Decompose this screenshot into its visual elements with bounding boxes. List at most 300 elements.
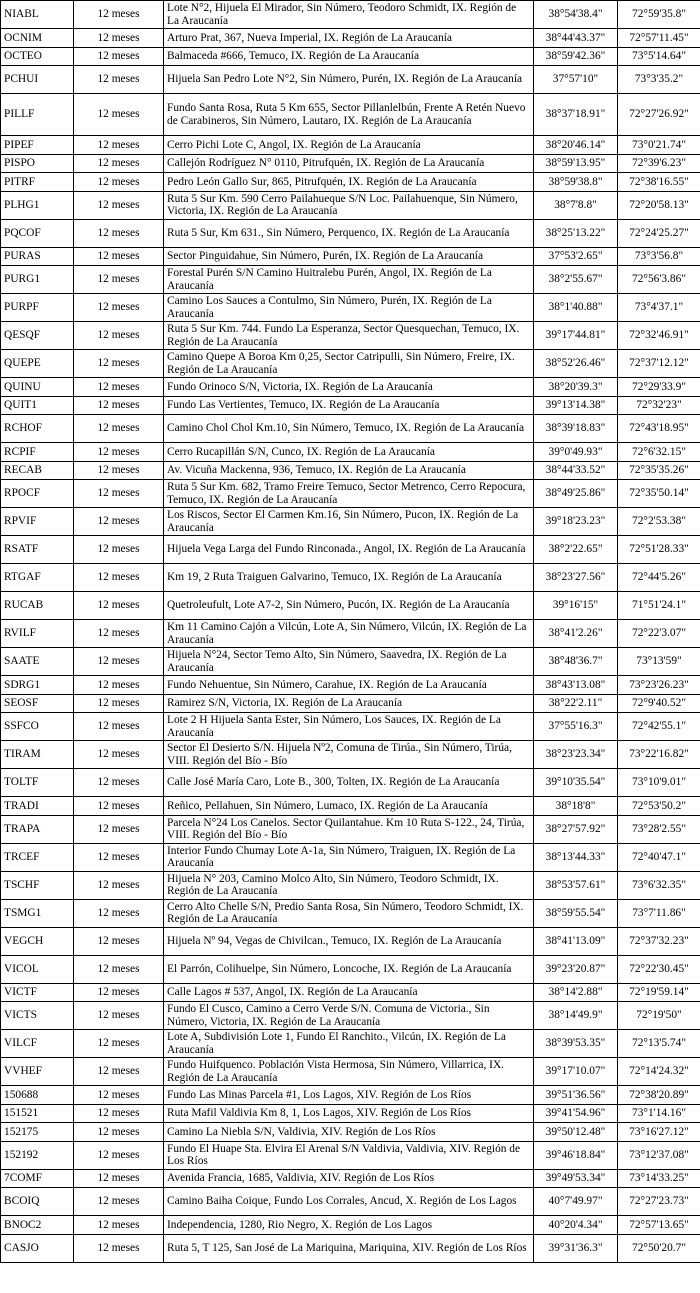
station-code: BNOC2 — [1, 1216, 74, 1235]
station-longitude: 73°7'11.86" — [618, 899, 700, 927]
table-row — [1, 461, 700, 480]
station-code: SDRG1 — [1, 676, 74, 695]
station-code: 152175 — [1, 1123, 74, 1142]
table-row — [1, 983, 700, 1002]
table-row — [1, 1234, 700, 1262]
station-longitude: 73°3'56.8" — [618, 247, 700, 266]
station-location: Calle Lagos # 537, Angol, IX. Región de La Araucanía — [164, 983, 534, 1002]
station-period: 12 meses — [74, 815, 164, 843]
station-latitude: 39°0'49.93" — [534, 443, 618, 462]
station-latitude: 39°31'36.3" — [534, 1234, 618, 1262]
station-longitude: 73°6'32.35" — [618, 871, 700, 899]
station-longitude: 72°22'30.45" — [618, 955, 700, 983]
station-location: Hijuela N° 203, Camino Molco Alto, Sin Número, Teodoro Schmidt, IX. Región de La Araucanía — [164, 871, 534, 899]
station-latitude: 38°2'22.65" — [534, 536, 618, 564]
station-code: TRCEF — [1, 843, 74, 871]
station-code: SSFCO — [1, 713, 74, 741]
station-period: 12 meses — [74, 508, 164, 536]
station-code: QUEPE — [1, 350, 74, 378]
station-code: RPOCF — [1, 480, 74, 508]
station-longitude: 73°5'14.64" — [618, 47, 700, 66]
table-row — [1, 1058, 700, 1086]
station-period: 12 meses — [74, 1030, 164, 1058]
station-longitude: 72°35'50.14" — [618, 480, 700, 508]
station-latitude: 38°44'33.52" — [534, 461, 618, 480]
station-period: 12 meses — [74, 247, 164, 266]
station-longitude: 73°3'35.2" — [618, 66, 700, 94]
table-row — [1, 871, 700, 899]
station-longitude: 73°22'16.82" — [618, 741, 700, 769]
table-row — [1, 769, 700, 797]
station-period: 12 meses — [74, 415, 164, 443]
station-latitude: 38°20'39.3" — [534, 378, 618, 397]
table-row — [1, 1002, 700, 1030]
station-longitude: 73°13'59" — [618, 648, 700, 676]
table-row — [1, 592, 700, 620]
station-period: 12 meses — [74, 1141, 164, 1169]
station-latitude: 38°7'8.8" — [534, 191, 618, 219]
station-latitude: 38°22'2.11" — [534, 694, 618, 713]
station-period: 12 meses — [74, 1, 164, 29]
station-longitude: 72°38'20.89" — [618, 1086, 700, 1105]
station-period: 12 meses — [74, 1216, 164, 1235]
station-period: 12 meses — [74, 66, 164, 94]
station-longitude: 73°28'2.55" — [618, 815, 700, 843]
station-latitude: 38°54'38.4" — [534, 1, 618, 29]
station-longitude: 72°43'18.95" — [618, 415, 700, 443]
station-longitude: 73°10'9.01" — [618, 769, 700, 797]
station-code: QUINU — [1, 378, 74, 397]
station-latitude: 40°20'4.34" — [534, 1216, 618, 1235]
station-latitude: 38°13'44.33" — [534, 843, 618, 871]
station-longitude: 73°23'26.23" — [618, 676, 700, 695]
station-code: QUIT1 — [1, 396, 74, 415]
station-latitude: 39°17'10.07" — [534, 1058, 618, 1086]
table-row — [1, 536, 700, 564]
station-latitude: 39°46'18.84" — [534, 1141, 618, 1169]
station-location: Camino Los Sauces a Contulmo, Sin Número, Purén, IX. Región de La Araucanía — [164, 294, 534, 322]
station-location: Arturo Prat, 367, Nueva Imperial, IX. Región de La Araucanía — [164, 29, 534, 48]
table-row — [1, 322, 700, 350]
station-longitude: 72°14'24.32" — [618, 1058, 700, 1086]
station-code: PISPO — [1, 154, 74, 173]
table-row — [1, 29, 700, 48]
station-location: Lote 2 H Hijuela Santa Ester, Sin Número, Los Sauces, IX. Región de La Araucanía — [164, 713, 534, 741]
station-period: 12 meses — [74, 843, 164, 871]
station-location: Lote N°2, Hijuela El Mirador, Sin Número, Teodoro Schmidt, IX. Región de La Araucanía — [164, 1, 534, 29]
table-row — [1, 843, 700, 871]
station-latitude: 39°23'20.87" — [534, 955, 618, 983]
station-period: 12 meses — [74, 1002, 164, 1030]
station-period: 12 meses — [74, 676, 164, 695]
station-location: Ruta 5 Sur, Km 631., Sin Número, Perquenco, IX. Región de La Araucanía — [164, 219, 534, 247]
table-row — [1, 480, 700, 508]
station-latitude: 39°18'23.23" — [534, 508, 618, 536]
station-longitude: 72°37'12.12" — [618, 350, 700, 378]
station-latitude: 38°23'23.34" — [534, 741, 618, 769]
station-period: 12 meses — [74, 955, 164, 983]
table-row — [1, 1188, 700, 1216]
station-code: RCPIF — [1, 443, 74, 462]
station-location: Los Riscos, Sector El Carmen Km.16, Sin Número, Pucon, IX. Región de La Araucanía — [164, 508, 534, 536]
station-location: Quetroleufult, Lote A7-2, Sin Número, Pucón, IX. Región de La Araucanía — [164, 592, 534, 620]
station-code: 150688 — [1, 1086, 74, 1105]
station-latitude: 39°10'35.54" — [534, 769, 618, 797]
station-latitude: 38°14'49.9" — [534, 1002, 618, 1030]
station-longitude: 72°39'6.23" — [618, 154, 700, 173]
station-period: 12 meses — [74, 266, 164, 294]
station-period: 12 meses — [74, 536, 164, 564]
station-location: Interior Fundo Chumay Lote A-1a, Sin Número, Traiguen, IX. Región de La Araucanía — [164, 843, 534, 871]
station-period: 12 meses — [74, 1234, 164, 1262]
table-row — [1, 1104, 700, 1123]
station-location: Reñico, Pellahuen, Sin Número, Lumaco, IX. Región de La Araucanía — [164, 797, 534, 816]
station-location: Camino Quepe A Boroa Km 0,25, Sector Catripulli, Sin Número, Freire, IX. Región de La Araucanía — [164, 350, 534, 378]
station-latitude: 39°13'14.38" — [534, 396, 618, 415]
station-longitude: 72°57'11.45" — [618, 29, 700, 48]
station-longitude: 72°22'3.07" — [618, 620, 700, 648]
station-location: Parcela N°24 Los Canelos. Sector Quilantahue. Km 10 Ruta S-122., 24, Tirúa, VIII. Región del Bío - Bío — [164, 815, 534, 843]
station-location: Lote A, Subdivisión Lote 1, Fundo El Ranchito., Vilcún, IX. Región de La Araucanía — [164, 1030, 534, 1058]
station-code: RSATF — [1, 536, 74, 564]
station-location: Cerro Rucapillán S/N, Cunco, IX. Región de La Araucanía — [164, 443, 534, 462]
station-longitude: 73°12'37.08" — [618, 1141, 700, 1169]
table-row — [1, 378, 700, 397]
station-location: Fundo Santa Rosa, Ruta 5 Km 655, Sector Pillanlelbún, Frente A Retén Nuevo de Carabineros, Sin Número, Lautaro, IX. Región de La Araucanía — [164, 94, 534, 136]
station-code: 152192 — [1, 1141, 74, 1169]
station-longitude: 72°19'59.14" — [618, 983, 700, 1002]
table-row — [1, 1086, 700, 1105]
station-location: Fundo Nehuentue, Sin Número, Carahue, IX. Región de La Araucanía — [164, 676, 534, 695]
station-code: PURPF — [1, 294, 74, 322]
station-longitude: 72°6'32.15" — [618, 443, 700, 462]
station-latitude: 38°43'13.08" — [534, 676, 618, 695]
station-longitude: 73°4'37.1" — [618, 294, 700, 322]
station-location: Camino Baiha Coique, Fundo Los Corrales, Ancud, X. Región de Los Lagos — [164, 1188, 534, 1216]
station-location: Callejón Rodríguez N° 0110, Pitrufquén, IX. Región de La Araucanía — [164, 154, 534, 173]
station-longitude: 72°24'25.27" — [618, 219, 700, 247]
station-period: 12 meses — [74, 797, 164, 816]
table-row — [1, 1141, 700, 1169]
station-code: CASJO — [1, 1234, 74, 1262]
station-period: 12 meses — [74, 191, 164, 219]
station-period: 12 meses — [74, 983, 164, 1002]
station-latitude: 38°59'38.8" — [534, 173, 618, 192]
station-period: 12 meses — [74, 769, 164, 797]
station-location: Ruta 5, T 125, San José de La Mariquina, Mariquina, XIV. Región de Los Ríos — [164, 1234, 534, 1262]
station-location: Fundo Orinoco S/N, Victoria, IX. Región de La Araucanía — [164, 378, 534, 397]
station-location: El Parrón, Colihuelpe, Sin Número, Loncoche, IX. Región de La Araucanía — [164, 955, 534, 983]
station-latitude: 38°41'13.09" — [534, 927, 618, 955]
station-location: Ramirez S/N, Victoria, IX. Región de La Araucanía — [164, 694, 534, 713]
station-code: RECAB — [1, 461, 74, 480]
station-latitude: 39°41'54.96" — [534, 1104, 618, 1123]
station-location: Cerro Pichi Lote C, Angol, IX. Región de La Araucanía — [164, 136, 534, 155]
table-row — [1, 815, 700, 843]
table-row — [1, 136, 700, 155]
station-period: 12 meses — [74, 620, 164, 648]
station-code: VILCF — [1, 1030, 74, 1058]
station-code: PILLF — [1, 94, 74, 136]
table-row — [1, 1123, 700, 1142]
station-latitude: 39°17'44.81" — [534, 322, 618, 350]
station-period: 12 meses — [74, 173, 164, 192]
station-period: 12 meses — [74, 713, 164, 741]
station-longitude: 71°51'24.1" — [618, 592, 700, 620]
station-longitude: 72°51'28.33" — [618, 536, 700, 564]
station-location: Hijuela Nº 94, Vegas de Chivilcan., Temuco, IX. Región de La Araucanía — [164, 927, 534, 955]
station-code: TRAPA — [1, 815, 74, 843]
table-row — [1, 396, 700, 415]
station-latitude: 38°23'27.56" — [534, 564, 618, 592]
station-longitude: 73°0'21.74" — [618, 136, 700, 155]
station-code: PURG1 — [1, 266, 74, 294]
table-row — [1, 191, 700, 219]
station-code: RCHOF — [1, 415, 74, 443]
station-period: 12 meses — [74, 29, 164, 48]
station-longitude: 73°16'27.12" — [618, 1123, 700, 1142]
station-longitude: 72°37'32.23" — [618, 927, 700, 955]
table-row — [1, 294, 700, 322]
table-row — [1, 266, 700, 294]
station-location: Sector El Desierto S/N. Hijuela Nº2, Comuna de Tirúa., Sin Número, Tirúa, VIII. Región del Bío - Bío — [164, 741, 534, 769]
station-latitude: 38°18'8" — [534, 797, 618, 816]
station-latitude: 38°39'18.83" — [534, 415, 618, 443]
station-latitude: 38°44'43.37" — [534, 29, 618, 48]
station-latitude: 37°53'2.65" — [534, 247, 618, 266]
station-code: PITRF — [1, 173, 74, 192]
station-longitude: 72°32'46.91" — [618, 322, 700, 350]
station-longitude: 72°44'5.26" — [618, 564, 700, 592]
station-latitude: 39°16'15" — [534, 592, 618, 620]
table-row — [1, 648, 700, 676]
station-code: VICTS — [1, 1002, 74, 1030]
station-location: Cerro Alto Chelle S/N, Predio Santa Rosa, Sin Número, Teodoro Schmidt, IX. Región de La Araucanía — [164, 899, 534, 927]
table-row — [1, 694, 700, 713]
station-location: Pedro León Gallo Sur, 865, Pitrufquén, IX. Región de La Araucanía — [164, 173, 534, 192]
station-code: VVHEF — [1, 1058, 74, 1086]
station-longitude: 72°20'58.13" — [618, 191, 700, 219]
station-period: 12 meses — [74, 1169, 164, 1188]
table-row — [1, 620, 700, 648]
station-longitude: 72°27'23.73" — [618, 1188, 700, 1216]
station-longitude: 72°13'5.74" — [618, 1030, 700, 1058]
station-code: TOLTF — [1, 769, 74, 797]
station-latitude: 38°41'2.26" — [534, 620, 618, 648]
station-latitude: 38°52'26.46" — [534, 350, 618, 378]
station-longitude: 72°53'50.2" — [618, 797, 700, 816]
table-row — [1, 1169, 700, 1188]
station-period: 12 meses — [74, 1123, 164, 1142]
station-code: PQCOF — [1, 219, 74, 247]
station-period: 12 meses — [74, 396, 164, 415]
station-location: Independencia, 1280, Rio Negro, X. Región de Los Lagos — [164, 1216, 534, 1235]
station-code: RPVIF — [1, 508, 74, 536]
station-latitude: 38°48'36.7" — [534, 648, 618, 676]
table-row — [1, 508, 700, 536]
station-latitude: 38°59'42.36" — [534, 47, 618, 66]
station-location: Fundo El Huape Sta. Elvira El Arenal S/N Valdivia, Valdivia, XIV. Región de Los Ríos — [164, 1141, 534, 1169]
table-row — [1, 797, 700, 816]
station-location: Fundo El Cusco, Camino a Cerro Verde S/N. Comuna de Victoria., Sin Número, Victoria, IX. Región de La Araucanía — [164, 1002, 534, 1030]
station-latitude: 38°53'57.61" — [534, 871, 618, 899]
table-row — [1, 154, 700, 173]
station-latitude: 38°37'18.91" — [534, 94, 618, 136]
station-period: 12 meses — [74, 461, 164, 480]
station-longitude: 72°56'3.86" — [618, 266, 700, 294]
station-location: Km 11 Camino Cajón a Vilcún, Lote A, Sin Número, Vilcún, IX. Región de La Araucanía — [164, 620, 534, 648]
station-latitude: 38°39'53.35" — [534, 1030, 618, 1058]
station-longitude: 72°2'53.38" — [618, 508, 700, 536]
station-code: TSCHF — [1, 871, 74, 899]
station-latitude: 39°49'53.34" — [534, 1169, 618, 1188]
station-period: 12 meses — [74, 350, 164, 378]
station-longitude: 72°35'35.26" — [618, 461, 700, 480]
station-location: Hijuela N°24, Sector Temo Alto, Sin Número, Saavedra, IX. Región de La Araucanía — [164, 648, 534, 676]
station-code: TSMG1 — [1, 899, 74, 927]
station-code: TIRAM — [1, 741, 74, 769]
table-row — [1, 173, 700, 192]
station-latitude: 37°57'10" — [534, 66, 618, 94]
table-row — [1, 443, 700, 462]
station-location: Calle José María Caro, Lote B., 300, Tolten, IX. Región de La Araucanía — [164, 769, 534, 797]
station-location: Forestal Purén S/N Camino Huitralebu Purén, Angol, IX. Región de La Araucanía — [164, 266, 534, 294]
station-latitude: 38°25'13.22" — [534, 219, 618, 247]
station-location: Hijuela Vega Larga del Fundo Rinconada., Angol, IX. Región de La Araucanía — [164, 536, 534, 564]
station-period: 12 meses — [74, 1058, 164, 1086]
station-code: PCHUI — [1, 66, 74, 94]
station-location: Av. Vicuña Mackenna, 936, Temuco, IX. Región de La Araucanía — [164, 461, 534, 480]
station-period: 12 meses — [74, 592, 164, 620]
station-code: BCOIQ — [1, 1188, 74, 1216]
station-period: 12 meses — [74, 322, 164, 350]
station-location: Fundo Huifquenco. Población Vista Hermosa, Sin Número, Villarrica, IX. Región de La Araucanía — [164, 1058, 534, 1086]
station-code: PURAS — [1, 247, 74, 266]
table-row — [1, 66, 700, 94]
station-code: PIPEF — [1, 136, 74, 155]
station-longitude: 72°29'33.9" — [618, 378, 700, 397]
station-period: 12 meses — [74, 443, 164, 462]
station-longitude: 73°14'33.25" — [618, 1169, 700, 1188]
station-code: SAATE — [1, 648, 74, 676]
station-code: OCNIM — [1, 29, 74, 48]
station-latitude: 38°59'13.95" — [534, 154, 618, 173]
station-latitude: 40°7'49.97" — [534, 1188, 618, 1216]
station-longitude: 72°32'23" — [618, 396, 700, 415]
station-code: 151521 — [1, 1104, 74, 1123]
station-location: Balmaceda #666, Temuco, IX. Región de La Araucanía — [164, 47, 534, 66]
station-code: VICOL — [1, 955, 74, 983]
station-period: 12 meses — [74, 694, 164, 713]
station-period: 12 meses — [74, 378, 164, 397]
station-code: TRADI — [1, 797, 74, 816]
station-code: RUCAB — [1, 592, 74, 620]
station-latitude: 38°14'2.88" — [534, 983, 618, 1002]
station-longitude: 72°40'47.1" — [618, 843, 700, 871]
station-location: Camino La Niebla S/N, Valdivia, XIV. Región de Los Ríos — [164, 1123, 534, 1142]
table-row — [1, 741, 700, 769]
station-location: Fundo Las Vertientes, Temuco, IX. Región de La Araucanía — [164, 396, 534, 415]
table-row — [1, 899, 700, 927]
station-period: 12 meses — [74, 480, 164, 508]
station-period: 12 meses — [74, 648, 164, 676]
station-longitude: 72°19'50" — [618, 1002, 700, 1030]
station-location: Ruta 5 Sur Km. 682, Tramo Freire Temuco, Sector Metrenco, Cerro Repocura, Temuco, IX. Región de La Araucanía — [164, 480, 534, 508]
stations-table-body — [1, 1, 700, 1263]
table-row — [1, 1, 700, 29]
station-location: Camino Chol Chol Km.10, Sin Número, Temuco, IX. Región de La Araucanía — [164, 415, 534, 443]
station-period: 12 meses — [74, 899, 164, 927]
station-code: QESQF — [1, 322, 74, 350]
station-longitude: 72°9'40.52" — [618, 694, 700, 713]
station-latitude: 38°59'55.54" — [534, 899, 618, 927]
station-longitude: 72°27'26.92" — [618, 94, 700, 136]
station-period: 12 meses — [74, 1188, 164, 1216]
station-period: 12 meses — [74, 564, 164, 592]
station-location: Hijuela San Pedro Lote N°2, Sin Número, Purén, IX. Región de La Araucanía — [164, 66, 534, 94]
table-row — [1, 94, 700, 136]
station-location: Avenida Francia, 1685, Valdivia, XIV. Región de Los Ríos — [164, 1169, 534, 1188]
station-longitude: 72°42'55.1" — [618, 713, 700, 741]
station-longitude: 72°50'20.7" — [618, 1234, 700, 1262]
table-row — [1, 955, 700, 983]
station-code: RVILF — [1, 620, 74, 648]
station-location: Ruta Mafil Valdivia Km 8, 1, Los Lagos, XIV. Región de Los Ríos — [164, 1104, 534, 1123]
station-code: 7COMF — [1, 1169, 74, 1188]
station-code: VICTF — [1, 983, 74, 1002]
table-row — [1, 247, 700, 266]
station-period: 12 meses — [74, 927, 164, 955]
station-code: VEGCH — [1, 927, 74, 955]
station-longitude: 72°59'35.8" — [618, 1, 700, 29]
table-row — [1, 350, 700, 378]
station-period: 12 meses — [74, 741, 164, 769]
station-period: 12 meses — [74, 94, 164, 136]
station-longitude: 72°57'13.65" — [618, 1216, 700, 1235]
station-longitude: 73°1'14.16" — [618, 1104, 700, 1123]
station-location: Km 19, 2 Ruta Traiguen Galvarino, Temuco, IX. Región de La Araucanía — [164, 564, 534, 592]
station-code: SEOSF — [1, 694, 74, 713]
station-period: 12 meses — [74, 1086, 164, 1105]
station-period: 12 meses — [74, 154, 164, 173]
station-code: RTGAF — [1, 564, 74, 592]
station-latitude: 38°27'57.92" — [534, 815, 618, 843]
table-row — [1, 1030, 700, 1058]
station-location: Fundo Las Minas Parcela #1, Los Lagos, XIV. Región de Los Ríos — [164, 1086, 534, 1105]
table-row — [1, 927, 700, 955]
table-row — [1, 415, 700, 443]
station-location: Ruta 5 Sur Km. 590 Cerro Pailahueque S/N Loc. Pailahuenque, Sin Número, Victoria, IX. Región de La Araucanía — [164, 191, 534, 219]
station-latitude: 39°50'12.48" — [534, 1123, 618, 1142]
table-row — [1, 47, 700, 66]
station-latitude: 37°55'16.3" — [534, 713, 618, 741]
station-location: Sector Pinguidahue, Sin Número, Purén, IX. Región de La Araucanía — [164, 247, 534, 266]
station-code: PLHG1 — [1, 191, 74, 219]
station-latitude: 38°20'46.14" — [534, 136, 618, 155]
station-period: 12 meses — [74, 871, 164, 899]
table-row — [1, 1216, 700, 1235]
station-location: Ruta 5 Sur Km. 744. Fundo La Esperanza, Sector Quesquechan, Temuco, IX. Región de La Araucanía — [164, 322, 534, 350]
table-row — [1, 713, 700, 741]
station-period: 12 meses — [74, 1104, 164, 1123]
station-latitude: 38°1'40.88" — [534, 294, 618, 322]
station-code: OCTEO — [1, 47, 74, 66]
station-period: 12 meses — [74, 136, 164, 155]
station-longitude: 72°38'16.55" — [618, 173, 700, 192]
station-period: 12 meses — [74, 294, 164, 322]
station-period: 12 meses — [74, 219, 164, 247]
table-row — [1, 219, 700, 247]
